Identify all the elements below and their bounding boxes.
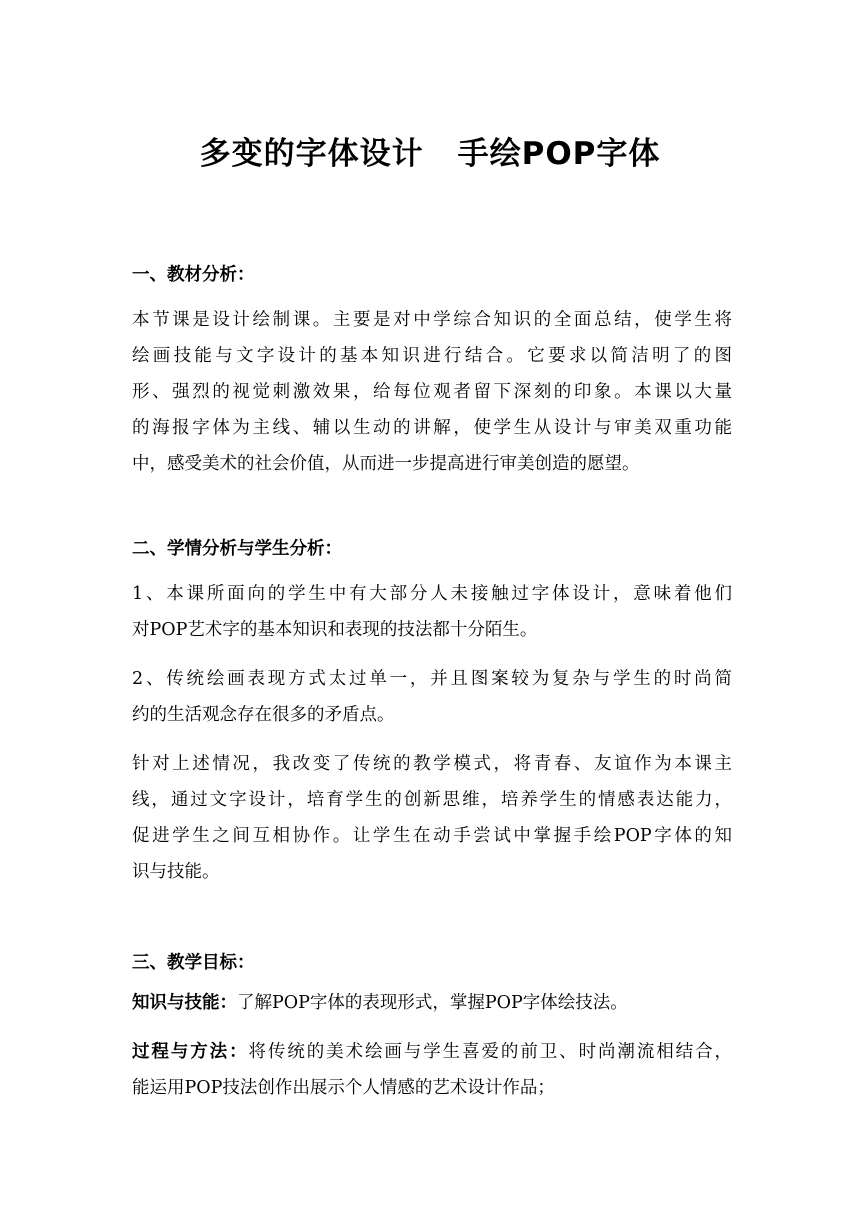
- paragraph-summary: [132, 746, 732, 890]
- text-line: 本节课是设计绘制课。主要是对中学综合知识的全面总结，使学生将: [132, 310, 732, 330]
- title-part-2: 手绘POP字体: [457, 136, 661, 172]
- text-line: 约的生活观念存在很多的矛盾点。: [132, 705, 395, 725]
- goal-label-process: 过程与方法：: [132, 1042, 249, 1062]
- text-line: 线，通过文字设计，培育学生的创新思维，培养学生的情感表达能力，: [132, 790, 732, 810]
- paragraph-item-2: [132, 661, 732, 733]
- goal-label-knowledge: 知识与技能：: [132, 993, 237, 1013]
- text-line: [132, 1034, 732, 1070]
- text-line: 中，感受美术的社会价值，从而进一步提高进行审美创造的愿望。: [132, 454, 640, 474]
- section-heading-student-analysis: 二、学情分析与学生分析：: [132, 539, 342, 559]
- text-line: 的海报字体为主线、辅以生动的讲解，使学生从设计与审美双重功能: [132, 418, 732, 438]
- text-line: 能运用POP技法创作出展示个人情感的艺术设计作品；: [132, 1078, 555, 1098]
- goal-text-knowledge: 了解POP字体的表现形式，掌握POP字体绘技法。: [237, 993, 628, 1013]
- paragraph-item-1: [132, 576, 732, 648]
- text-line: [132, 985, 732, 1021]
- text-line: 促进学生之间互相协作。让学生在动手尝试中掌握手绘POP字体的知: [132, 826, 732, 846]
- title-part-1: 多变的字体设计: [199, 136, 424, 172]
- paragraph-goal-knowledge: [132, 985, 732, 1021]
- document-title: [0, 132, 860, 176]
- text-line: 绘画技能与文字设计的基本知识进行结合。它要求以简洁明了的图: [132, 346, 732, 366]
- text-line: 1、本课所面向的学生中有大部分人未接触过字体设计，意味着他们: [132, 584, 732, 604]
- section-heading-materials-analysis: 一、教材分析：: [132, 265, 255, 285]
- paragraph-materials-analysis: [132, 302, 732, 482]
- text-line: 识与技能。: [132, 862, 220, 882]
- section-heading-teaching-goals: 三、教学目标：: [132, 953, 255, 973]
- text-line: 对POP艺术字的基本知识和表现的技法都十分陌生。: [132, 620, 538, 640]
- text-line: 2、传统绘画表现方式太过单一，并且图案较为复杂与学生的时尚简: [132, 669, 732, 689]
- paragraph-goal-process: [132, 1034, 732, 1106]
- text-line: 形、强烈的视觉刺激效果，给每位观者留下深刻的印象。本课以大量: [132, 382, 732, 402]
- goal-text-process-1: 将传统的美术绘画与学生喜爱的前卫、时尚潮流相结合，: [248, 1042, 732, 1062]
- text-line: 针对上述情况，我改变了传统的教学模式，将青春、友谊作为本课主: [132, 754, 732, 774]
